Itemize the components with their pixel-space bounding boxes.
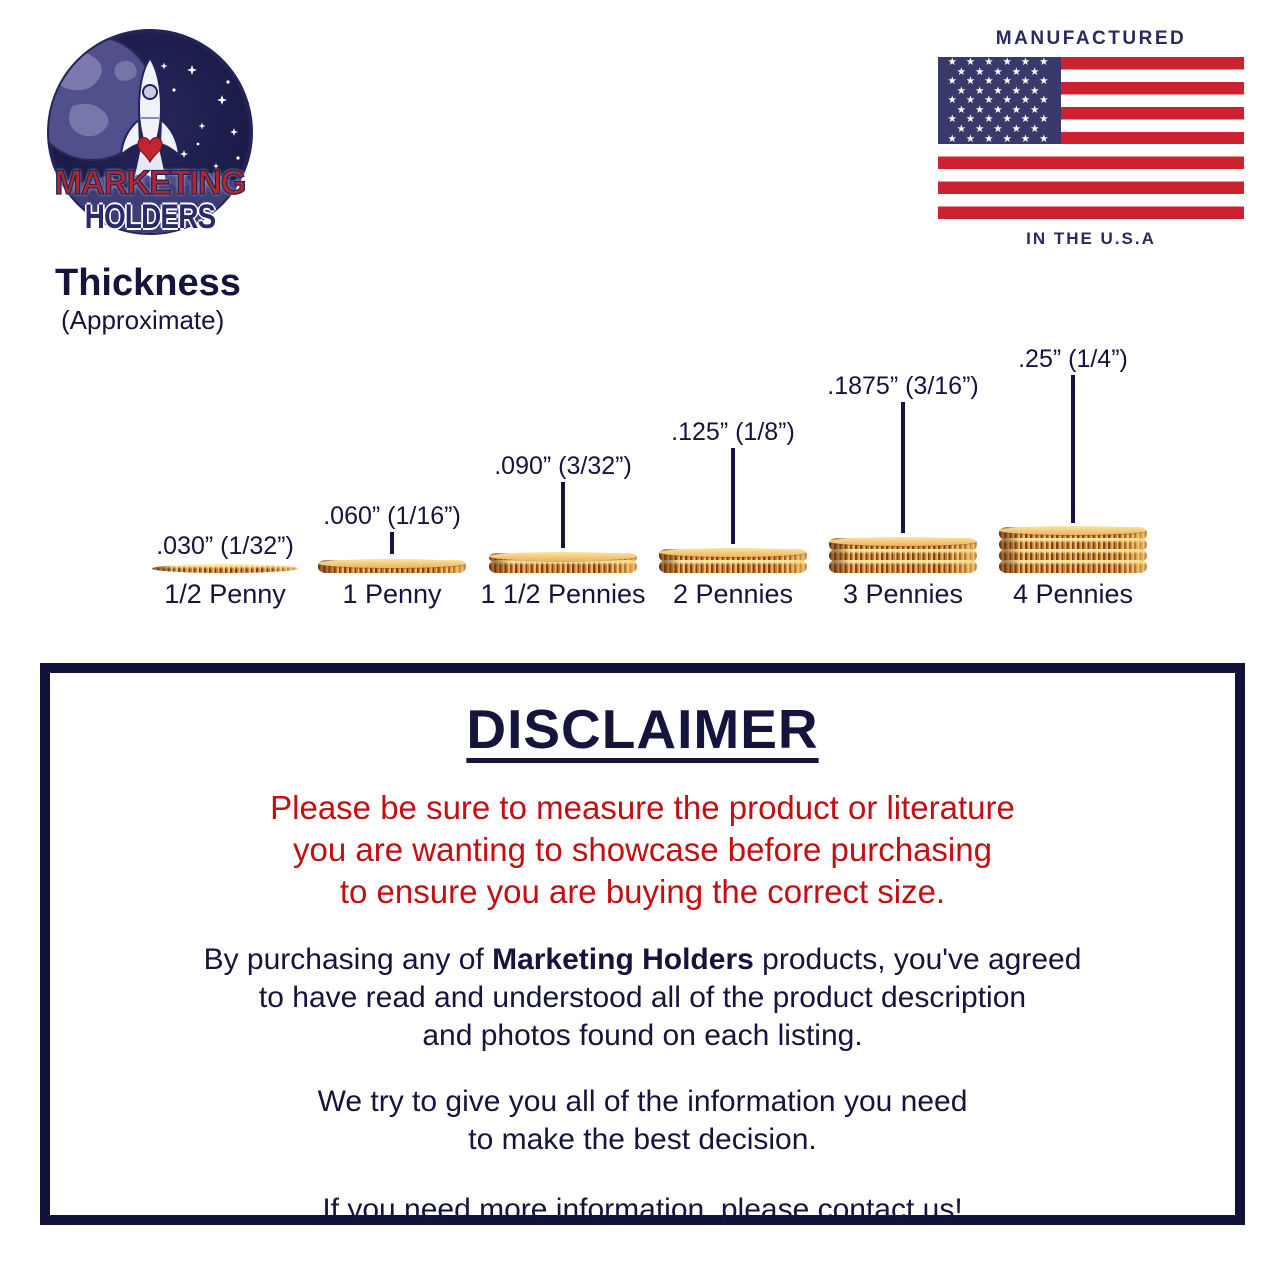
thickness-measurement: .25” (1/4”) bbox=[1018, 345, 1128, 373]
flag-star-row: ★ ★ ★ ★ ★ bbox=[956, 65, 1043, 78]
text-line: to ensure you are buying the correct size. bbox=[339, 873, 946, 910]
flag-star-row: ★ ★ ★ ★ ★ bbox=[956, 84, 1043, 97]
coin-group-half-penny bbox=[140, 330, 310, 615]
text-line: to have read and understood all of the product description bbox=[258, 981, 1027, 1014]
thickness-title: Thickness bbox=[55, 262, 241, 304]
flag-star-row: ★ ★ ★ ★ ★ bbox=[956, 103, 1043, 116]
text-line: and photos found on each listing. bbox=[422, 1019, 863, 1052]
text-line: We try to give you all of the information you need bbox=[317, 1085, 968, 1118]
made-in-usa-block bbox=[938, 28, 1244, 249]
flag-star-row: ★ ★ ★ ★ ★ ★ bbox=[947, 57, 1052, 68]
pointer-line bbox=[561, 482, 565, 548]
flag-star-row: ★ ★ ★ ★ ★ bbox=[956, 123, 1043, 136]
disclaimer-title: DISCLAIMER bbox=[466, 698, 819, 760]
penny-count-label: 1 Penny bbox=[342, 579, 442, 609]
in-the-usa-label: IN THE U.S.A bbox=[1026, 229, 1156, 248]
flag-canton bbox=[938, 57, 1061, 144]
disclaimer-info bbox=[50, 1083, 1235, 1159]
thickness-measurement: .090” (3/32”) bbox=[494, 452, 632, 480]
thickness-measurement: .125” (1/8”) bbox=[671, 418, 795, 446]
penny-count-label: 4 Pennies bbox=[1012, 579, 1134, 609]
penny-stack-icon bbox=[999, 526, 1147, 573]
marketing-holders-logo bbox=[42, 28, 258, 250]
pointer-line bbox=[901, 402, 905, 533]
penny-count-label: 1/2 Penny bbox=[164, 579, 286, 609]
flag-star-row: ★ ★ ★ ★ ★ ★ bbox=[947, 132, 1052, 145]
disclaimer-contact: If you need more information, please contact us! bbox=[322, 1193, 963, 1226]
penny-stack-icon bbox=[152, 566, 298, 573]
text-line: to make the best decision. bbox=[468, 1123, 817, 1156]
penny-stack-icon bbox=[318, 559, 466, 573]
penny-count-label: 3 Pennies bbox=[842, 579, 964, 609]
pointer-line bbox=[390, 532, 394, 554]
penny-count-label: 1 1/2 Pennies bbox=[480, 579, 646, 609]
thickness-measurement: .1875” (3/16”) bbox=[827, 372, 979, 400]
agreement-prefix: By purchasing any of bbox=[203, 943, 493, 976]
penny-stack-icon bbox=[489, 552, 637, 573]
us-flag-icon bbox=[938, 57, 1244, 219]
brand-name: Marketing Holders bbox=[492, 943, 754, 976]
disclaimer-agreement bbox=[50, 941, 1235, 1055]
penny-stack-icon bbox=[659, 548, 807, 573]
logo-brand-line2: HOLDERS bbox=[84, 198, 216, 236]
coin-group-one-half-pennies bbox=[478, 330, 648, 615]
thickness-measurement: .060” (1/16”) bbox=[323, 502, 461, 530]
agreement-suffix: products, you've agreed bbox=[753, 943, 1082, 976]
coin-group-four-pennies bbox=[988, 330, 1158, 615]
penny-stack-icon bbox=[829, 537, 977, 573]
flag-star-row: ★ ★ ★ ★ ★ ★ bbox=[947, 75, 1052, 88]
pointer-line bbox=[731, 448, 735, 544]
disclaimer-warning bbox=[50, 787, 1235, 913]
text-line bbox=[50, 941, 1235, 979]
manufactured-label: MANUFACTURED bbox=[995, 28, 1187, 49]
flag-star-row: ★ ★ ★ ★ ★ ★ bbox=[947, 113, 1052, 126]
flag-star-row: ★ ★ ★ ★ ★ ★ bbox=[947, 94, 1052, 107]
thickness-subtitle: (Approximate) bbox=[61, 305, 225, 335]
penny-count-label: 2 Pennies bbox=[672, 579, 794, 609]
thickness-measurement: .030” (1/32”) bbox=[156, 532, 294, 560]
disclaimer-box bbox=[40, 663, 1245, 1225]
rocket-window bbox=[143, 85, 157, 99]
text-line: you are wanting to showcase before purchasing bbox=[293, 831, 992, 868]
text-line: Please be sure to measure the product or literature bbox=[270, 789, 1015, 826]
logo-brand-line1: MARKETING bbox=[54, 164, 246, 202]
pointer-line bbox=[1071, 375, 1075, 523]
